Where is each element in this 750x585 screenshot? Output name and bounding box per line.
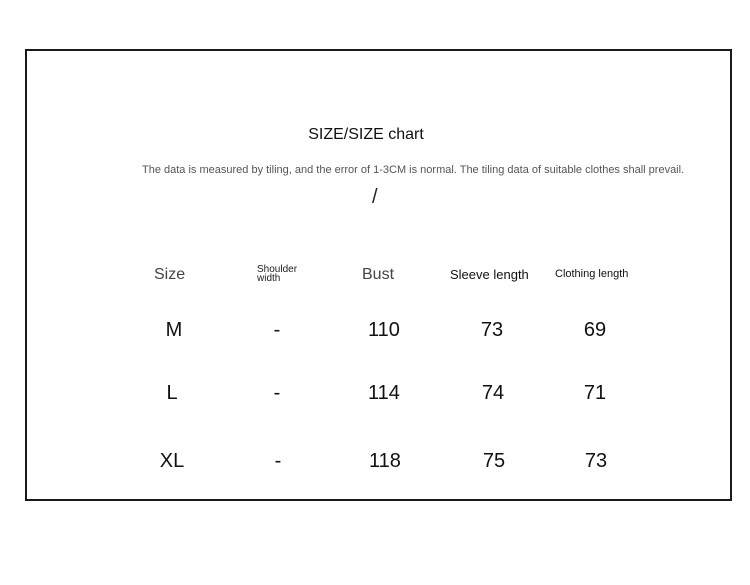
row-xl-clothing: 73: [584, 450, 608, 472]
measurement-note: The data is measured by tiling, and the error of 1-3CM is normal. The tiling data of suitable clothes shall prevail.: [142, 164, 685, 176]
row-xl-sleeve: 75: [482, 450, 506, 472]
row-xl-bust: 118: [369, 450, 401, 472]
row-m-bust: 110: [368, 319, 400, 341]
row-m-clothing: 69: [583, 319, 607, 341]
header-clothing-length: Clothing length: [555, 268, 629, 280]
header-bust: Bust: [362, 266, 395, 283]
row-xl-size: XL: [159, 450, 185, 472]
separator-slash: /: [372, 186, 378, 208]
header-shoulder-width: Shoulder width: [257, 264, 298, 284]
row-m-shoulder: -: [273, 319, 281, 341]
row-m-sleeve: 73: [480, 319, 504, 341]
chart-title: SIZE/SIZE chart: [308, 126, 424, 143]
header-size: Size: [154, 266, 186, 283]
row-l-bust: 114: [368, 382, 400, 404]
row-l-shoulder: -: [273, 382, 281, 404]
row-l-size: L: [166, 382, 178, 404]
header-sleeve-length: Sleeve length: [450, 267, 529, 282]
row-l-sleeve: 74: [481, 382, 505, 404]
row-m-size: M: [165, 319, 183, 341]
row-l-clothing: 71: [583, 382, 607, 404]
row-xl-shoulder: -: [274, 450, 282, 472]
